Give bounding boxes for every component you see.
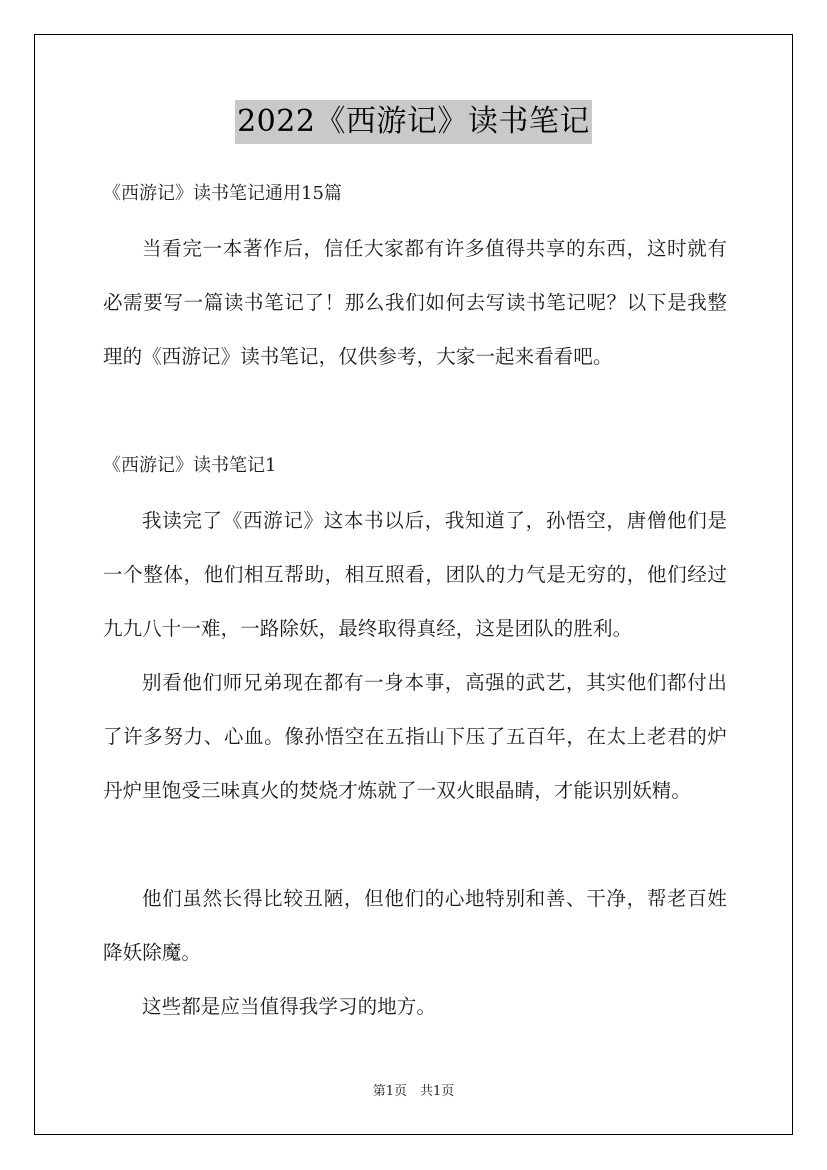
body-paragraph-3: 他们虽然长得比较丑陋，但他们的心地特别和善、干净，帮老百姓降妖除魔。 bbox=[103, 887, 727, 964]
page-footer: 第1页 共1页 bbox=[372, 1084, 455, 1099]
document-title: 2022《西游记》读书笔记 bbox=[235, 100, 592, 144]
body-paragraph-2: 别看他们师兄弟现在都有一身本事，高强的武艺，其实他们都付出了许多努力、心血。像孙悟空在五指山下压了五百年，在太上老君的炉丹炉里饱受三味真火的焚烧才炼就了一双火眼晶睛，才能识别妖精。 bbox=[103, 671, 727, 802]
title-container bbox=[0, 100, 827, 144]
body-paragraph-4: 这些都是应当值得我学习的地方。 bbox=[142, 995, 437, 1018]
body-paragraph-1: 我读完了《西游记》这本书以后，我知道了，孙悟空，唐僧他们是一个整体，他们相互帮助，相互照看，团队的力气是无穷的，他们经过九九八十一难，一路除妖，最终取得真经，这是团队的胜利。 bbox=[103, 509, 727, 640]
document-subtitle: 《西游记》读书笔记通用15篇 bbox=[103, 183, 342, 204]
intro-paragraph: 当看完一本著作后，信任大家都有许多值得共享的东西，这时就有必需要写一篇读书笔记了！那么我们如何去写读书笔记呢？以下是我整理的《西游记》读书笔记，仅供参考，大家一起来看看吧。 bbox=[103, 237, 727, 368]
section-heading: 《西游记》读书笔记1 bbox=[103, 455, 277, 476]
